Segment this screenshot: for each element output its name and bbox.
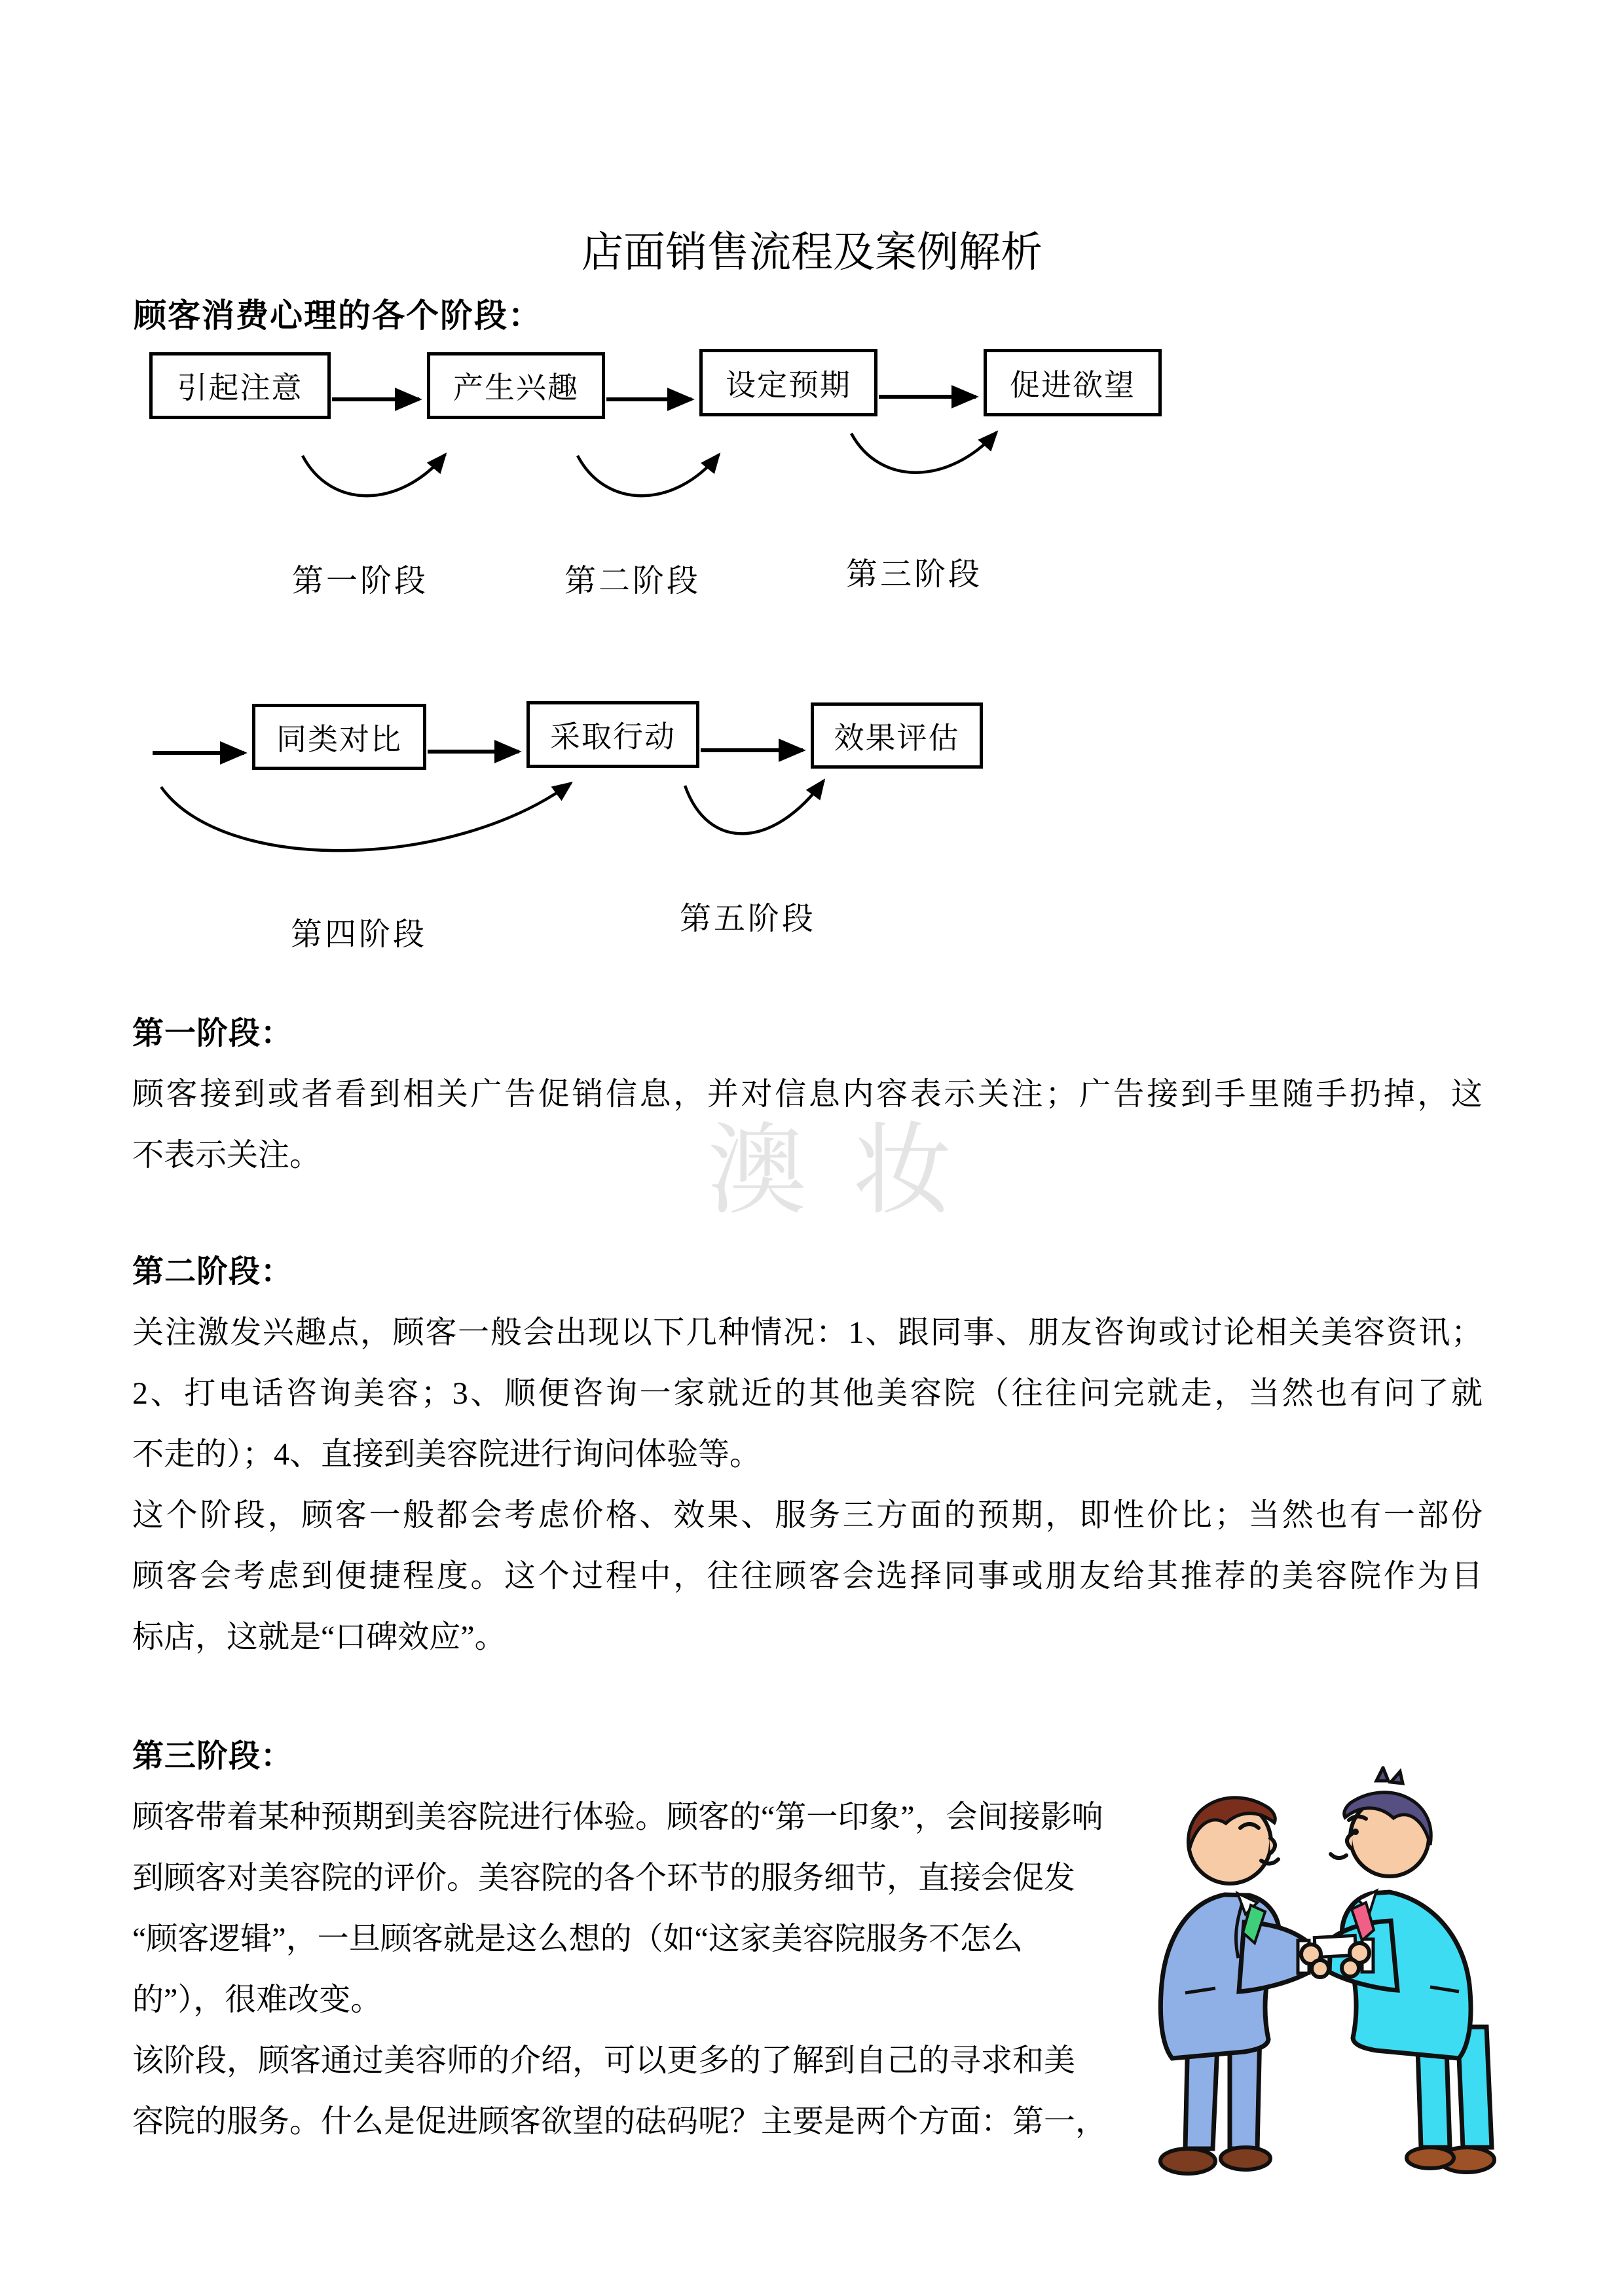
paragraph-line: 到顾客对美容院的评价。美容院的各个环节的服务细节，直接会促发	[132, 1861, 1076, 1895]
paragraph-line: 关注激发兴趣点，顾客一般会出现以下几种情况：1、跟同事、朋友咨询或讨论相关美容资讯；	[132, 1315, 1483, 1350]
flow-box-desire: 促进欲望	[984, 349, 1162, 416]
flow-box-compare: 同类对比	[252, 704, 426, 770]
flow-box-action: 采取行动	[526, 701, 699, 768]
left-shoe	[1221, 2147, 1270, 2170]
paragraph-line: 容院的服务。什么是促进顾客欲望的砝码呢？主要是两个方面：第一，	[132, 2104, 1107, 2139]
section-stage-1	[132, 1003, 1483, 1186]
paragraph-line: “顾客逻辑”，一旦顾客就是这么想的（如“这家美容院服务不怎么	[132, 1922, 1023, 1956]
paragraph-line: 这个阶段，顾客一般都会考虑价格、效果、服务三方面的预期，即性价比；当然也有一部份	[132, 1498, 1483, 1533]
flow-box-interest: 产生兴趣	[427, 352, 605, 419]
flowchart-section-heading: 顾客消费心理的各个阶段：	[134, 297, 542, 334]
stage-label-5: 第五阶段	[679, 902, 817, 936]
stage-label-4: 第四阶段	[290, 917, 428, 952]
section-stage-2	[132, 1241, 1483, 1667]
paragraph-line: 的”），很难改变。	[132, 1982, 382, 2017]
flowchart-connectors	[0, 0, 1624, 982]
section-heading: 第三阶段：	[132, 1739, 293, 1774]
paragraph-line: 顾客接到或者看到相关广告促销信息，并对信息内容表示关注；广告接到手里随手扔掉，这	[132, 1077, 1483, 1112]
right-shoe	[1407, 2147, 1454, 2168]
stage-label-3: 第三阶段	[845, 557, 983, 592]
left-shoe	[1160, 2149, 1215, 2174]
flow-box-attention: 引起注意	[149, 352, 331, 419]
stage-curve-arrow	[851, 432, 997, 473]
stage-curve-arrow	[161, 783, 571, 850]
right-smile	[1331, 1854, 1346, 1858]
paragraph-line: 顾客会考虑到便捷程度。这个过程中，往往顾客会选择同事或朋友给其推荐的美容院作为目	[132, 1559, 1483, 1594]
paragraph-line: 不表示关注。	[132, 1138, 322, 1173]
paragraph-line: 该阶段，顾客通过美容师的介绍，可以更多的了解到自己的寻求和美	[132, 2043, 1076, 2078]
section-heading: 第一阶段：	[132, 1016, 293, 1051]
stage-curve-arrow	[303, 454, 445, 496]
document-title: 店面销售流程及案例解析	[581, 229, 1043, 276]
left-smile	[1261, 1859, 1278, 1864]
stage-curve-arrow	[578, 454, 719, 496]
watermark: 澳 妆	[707, 1115, 962, 1226]
flow-box-expectation: 设定预期	[699, 349, 877, 416]
paragraph-line: 顾客带着某种预期到美容院进行体验。顾客的“第一印象”，会间接影响	[132, 1800, 1103, 1834]
stage-label-2: 第二阶段	[564, 564, 701, 598]
right-eye	[1352, 1829, 1359, 1835]
section-heading: 第二阶段：	[132, 1254, 293, 1289]
paragraph-line: 2、打电话咨询美容；3、顺便咨询一家就近的其他美容院（往往问完就走，当然也有问了就	[132, 1376, 1483, 1411]
stage-curve-arrow	[685, 780, 824, 833]
paragraph-line: 标店，这就是“口碑效应”。	[132, 1620, 506, 1654]
section-stage-3	[132, 1726, 1219, 2152]
stage-label-1: 第一阶段	[291, 564, 429, 598]
flow-box-evaluate: 效果评估	[811, 702, 983, 769]
paragraph-line: 不走的）；4、直接到美容院进行询问体验等。	[132, 1437, 762, 1472]
